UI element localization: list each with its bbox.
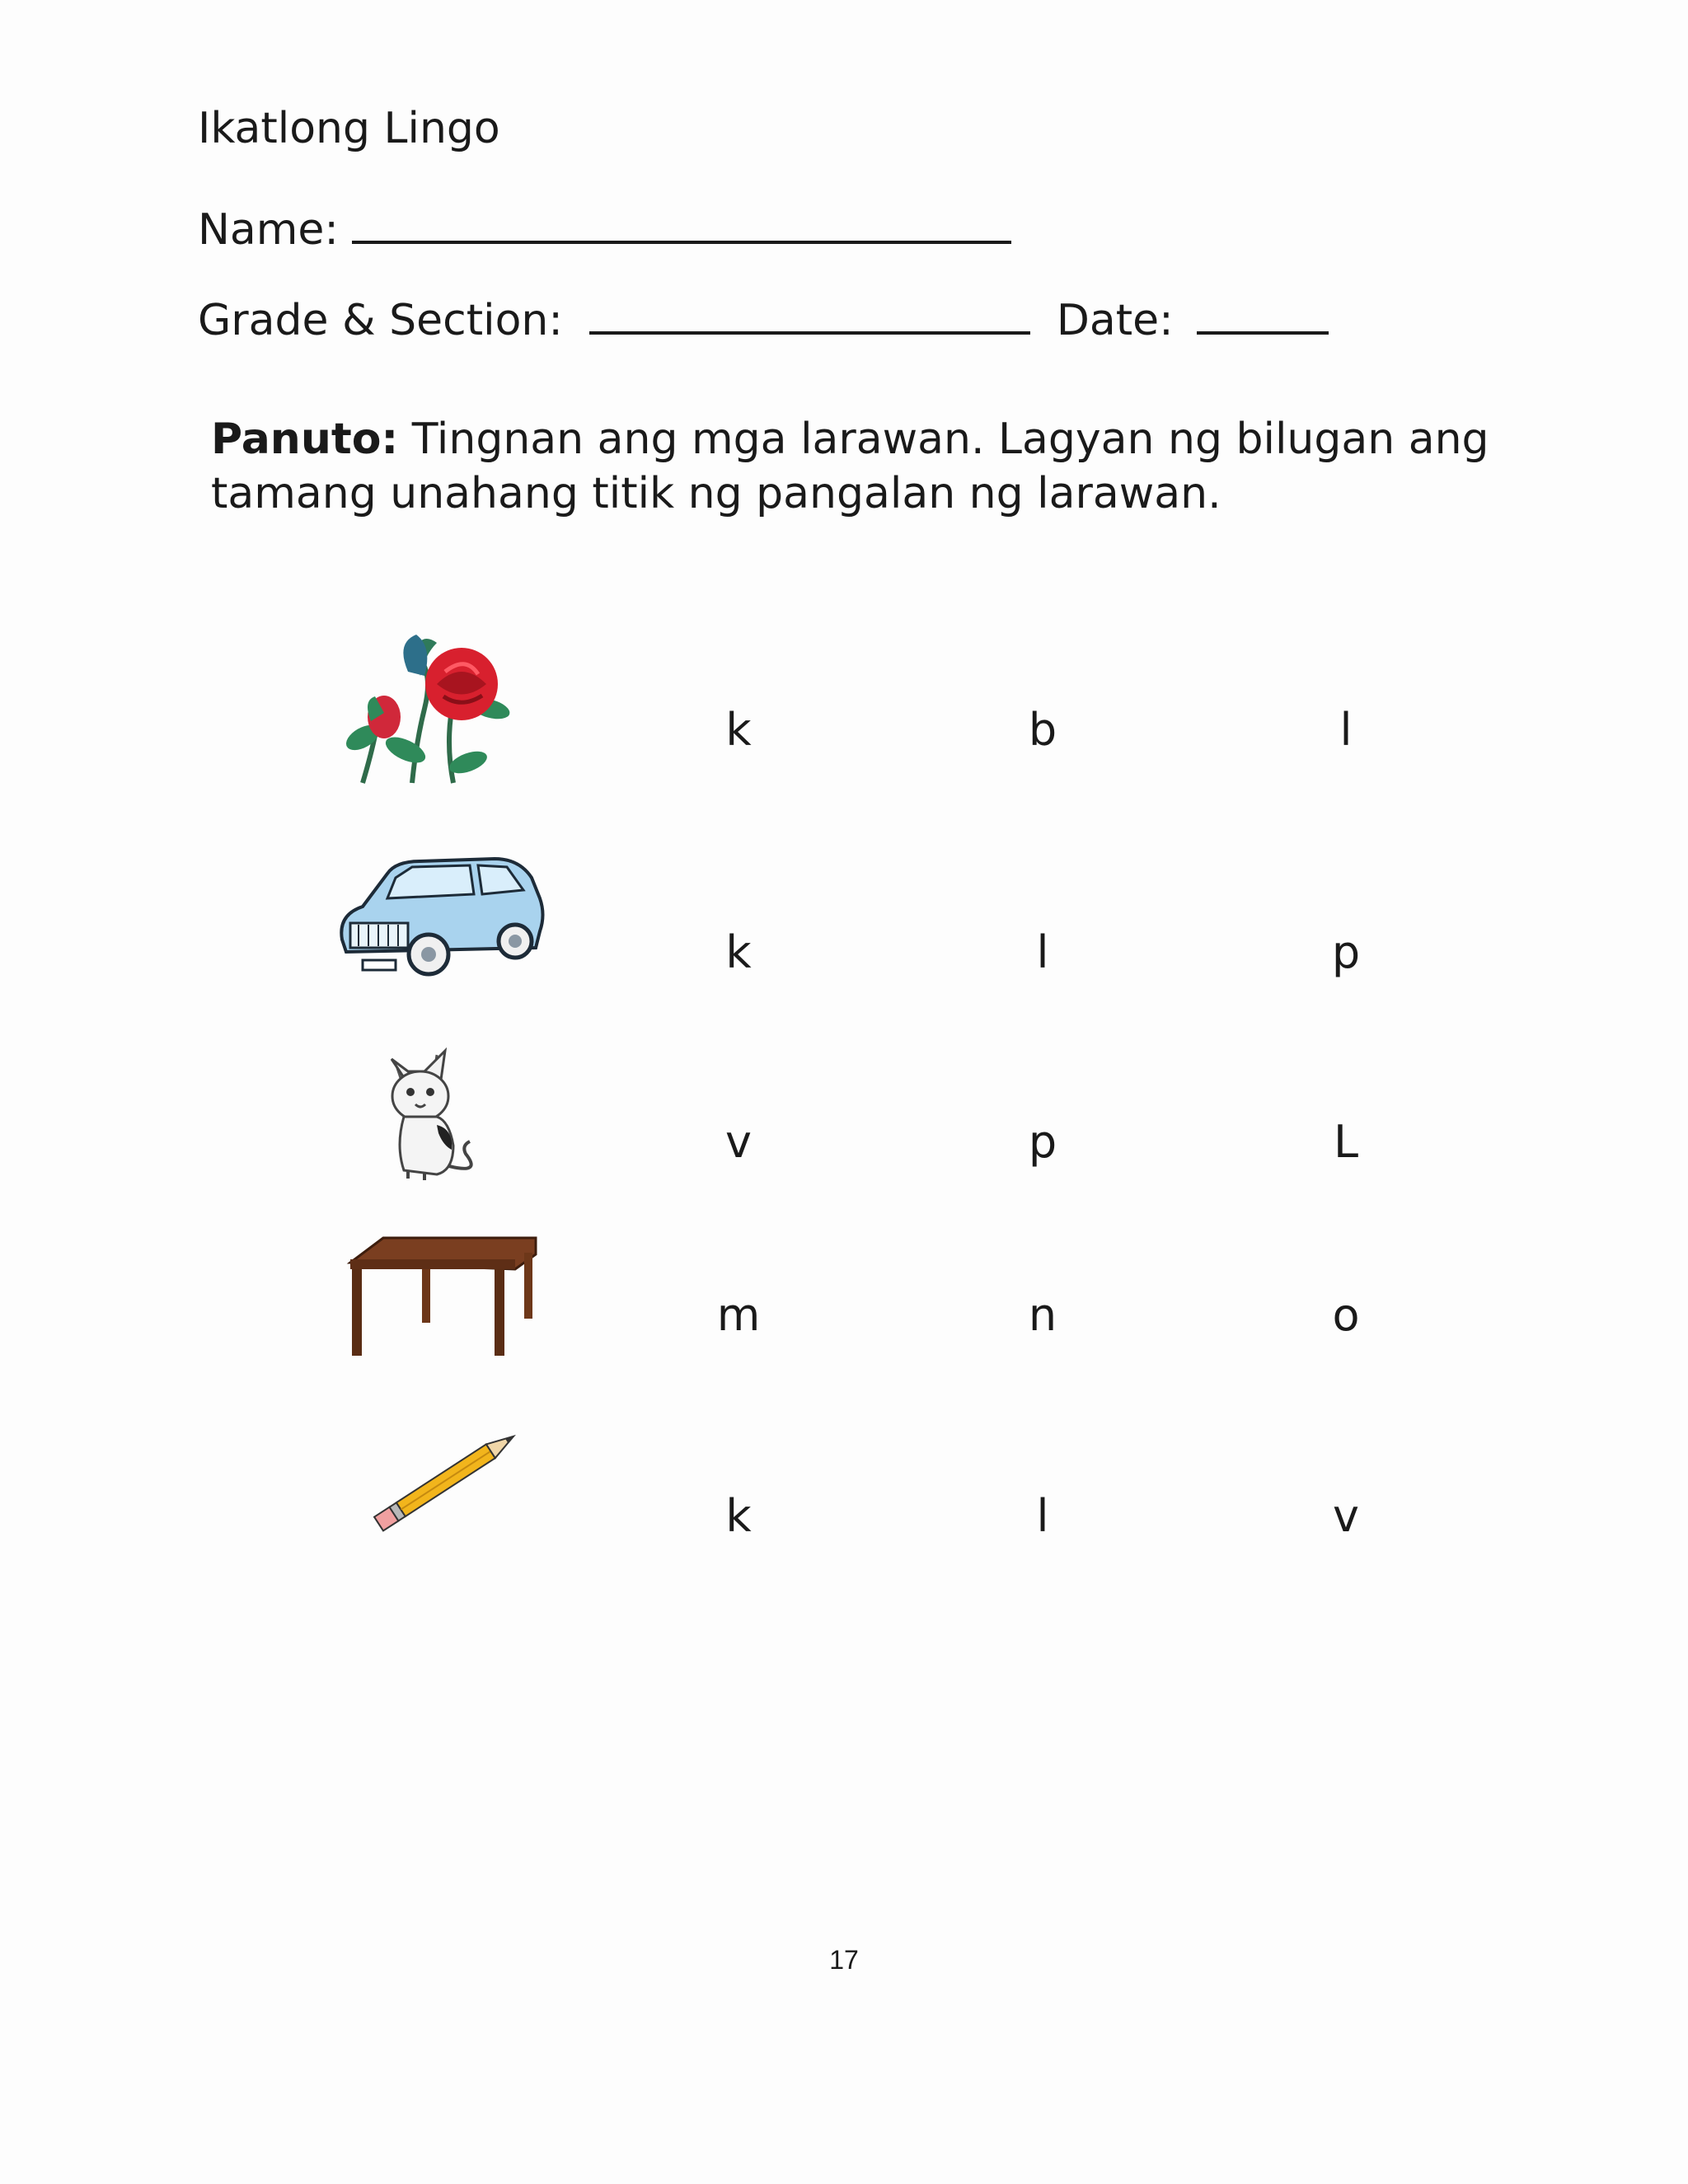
car-icon bbox=[330, 849, 552, 989]
page-number: 17 bbox=[829, 1945, 859, 1975]
choice-3[interactable]: o bbox=[1332, 1289, 1360, 1341]
choice-1[interactable]: v bbox=[725, 1116, 752, 1168]
choice-3[interactable]: v bbox=[1333, 1490, 1359, 1542]
week-title: Ikatlong Lingo bbox=[198, 104, 500, 153]
item-row bbox=[0, 849, 1688, 1014]
table-icon bbox=[330, 1228, 552, 1360]
name-label: Name: bbox=[198, 205, 339, 255]
choice-1[interactable]: k bbox=[725, 704, 752, 756]
instructions-text: Tingnan ang mga larawan. Lagyan ng bilugan ang tamang unahang titik ng pangalan ng larawan. bbox=[211, 415, 1489, 518]
item-row bbox=[0, 1047, 1688, 1195]
date-blank-line[interactable] bbox=[1197, 288, 1329, 335]
choice-2[interactable]: l bbox=[1036, 1490, 1049, 1542]
choice-3[interactable]: p bbox=[1331, 926, 1361, 978]
choice-2[interactable]: l bbox=[1036, 926, 1049, 978]
grade-section-label: Grade & Section: bbox=[198, 296, 563, 345]
rose-flower-icon bbox=[330, 626, 552, 791]
grade-section-blank-line[interactable] bbox=[589, 288, 1030, 335]
choice-1[interactable]: k bbox=[725, 1490, 752, 1542]
cat-icon bbox=[330, 1047, 552, 1187]
choice-2[interactable]: n bbox=[1028, 1289, 1057, 1341]
instructions bbox=[211, 412, 1513, 521]
choice-1[interactable]: m bbox=[716, 1289, 761, 1341]
grade-date-row bbox=[198, 288, 1329, 350]
name-blank-line[interactable] bbox=[352, 198, 1011, 244]
item-row bbox=[0, 1228, 1688, 1360]
instructions-label: Panuto: bbox=[211, 415, 399, 464]
item-row bbox=[0, 626, 1688, 791]
choice-3[interactable]: L bbox=[1333, 1116, 1359, 1168]
date-label: Date: bbox=[1056, 296, 1174, 345]
pencil-icon bbox=[330, 1409, 552, 1558]
item-row bbox=[0, 1409, 1688, 1558]
choice-2[interactable]: p bbox=[1028, 1116, 1057, 1168]
choice-1[interactable]: k bbox=[725, 926, 752, 978]
choice-3[interactable]: l bbox=[1339, 704, 1353, 756]
name-field-row bbox=[198, 198, 1011, 260]
choice-2[interactable]: b bbox=[1028, 704, 1057, 756]
